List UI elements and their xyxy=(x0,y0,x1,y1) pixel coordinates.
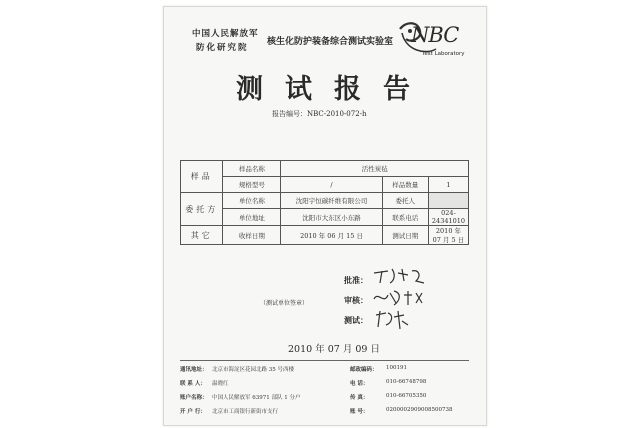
cell-value-test-date: 2010 年 07 月 5 日 xyxy=(428,226,468,245)
cell-value-spec: / xyxy=(281,177,382,193)
cell-label: 样品数量 xyxy=(382,177,428,193)
cell-value-phone: 024-24341010 xyxy=(428,209,468,226)
footer-fax: 010-66705350 xyxy=(386,393,427,399)
stamp-note: （测试单位签章） xyxy=(260,300,309,307)
table-row xyxy=(181,177,469,193)
info-table xyxy=(180,160,469,245)
footer-account: 中国人民解放军 63971 部队 1 分户 xyxy=(212,395,301,401)
cell-label: 委托人 xyxy=(382,193,428,209)
footer-tel: 010-66748798 xyxy=(386,379,427,385)
review-signature-icon xyxy=(372,287,432,309)
approve-label: 批准： xyxy=(344,276,368,285)
footer-account-number: 0200002909008500738 xyxy=(386,407,453,413)
cell-label: 规格型号 xyxy=(223,177,281,193)
footer-contact: 温晓红 xyxy=(212,381,229,387)
footer-address: 北京市海淀区花园北路 35 号西楼 xyxy=(212,367,294,373)
logo-subtitle: Test Laboratory xyxy=(422,51,465,57)
cell-value-qty: 1 xyxy=(428,177,468,193)
footer-postcode-label: 邮政编码： xyxy=(350,367,378,373)
org-name-line2: 防化研究院 xyxy=(196,43,249,53)
table-row xyxy=(181,209,469,226)
footer-postcode: 100191 xyxy=(386,365,407,371)
issue-date: 2010 年 07 月 09 日 xyxy=(288,344,380,355)
group-label-sample: 样品 xyxy=(181,161,223,193)
group-label-other: 其它 xyxy=(181,226,223,245)
page-title: 测试报告 xyxy=(236,74,432,105)
footer-tel-label: 电 话： xyxy=(350,381,369,387)
approve-signature-icon xyxy=(372,265,432,287)
cell-value-address: 沈阳市大东区小东路 xyxy=(281,209,382,226)
cell-value-received-date: 2010 年 06 月 15 日 xyxy=(281,226,382,245)
footer-bank: 北京市工商银行新街市支行 xyxy=(212,409,279,415)
group-label-client: 委托方 xyxy=(181,193,223,226)
cell-value-client xyxy=(428,193,468,209)
cell-label: 收样日期 xyxy=(223,226,281,245)
org-name-line1: 中国人民解放军 xyxy=(192,29,259,39)
report-document xyxy=(163,6,487,426)
footer-bank-label: 开 户 行： xyxy=(180,409,206,415)
footer-divider xyxy=(180,360,469,361)
table-row xyxy=(181,193,469,209)
cell-label: 测试日期 xyxy=(382,226,428,245)
footer-fax-label: 传 真： xyxy=(350,395,369,401)
review-label: 审核： xyxy=(344,296,368,305)
table-row xyxy=(181,226,469,245)
footer-account-label: 账户名称： xyxy=(180,395,208,401)
cell-label: 联系电话 xyxy=(382,209,428,226)
footer-address-label: 通讯地址： xyxy=(180,367,208,373)
logo-text: NBC xyxy=(411,23,459,47)
tester-label: 测试： xyxy=(344,316,368,325)
report-number: 报告编号：NBC-2010-072-h xyxy=(272,110,367,118)
cell-label: 单位地址 xyxy=(223,209,281,226)
lab-name: 核生化防护装备综合测试实验室 xyxy=(267,37,394,47)
cell-label: 单位名称 xyxy=(223,193,281,209)
table-row xyxy=(181,161,469,177)
cell-value-unit: 沈阳宇恒碳纤维有限公司 xyxy=(281,193,382,209)
cell-label: 样品名称 xyxy=(223,161,281,177)
cell-value-sample-name: 活性炭毡 xyxy=(281,161,469,177)
footer-account-number-label: 账 号： xyxy=(350,409,369,415)
footer-contact-label: 联 系 人： xyxy=(180,381,206,387)
tester-signature-icon xyxy=(372,307,412,331)
